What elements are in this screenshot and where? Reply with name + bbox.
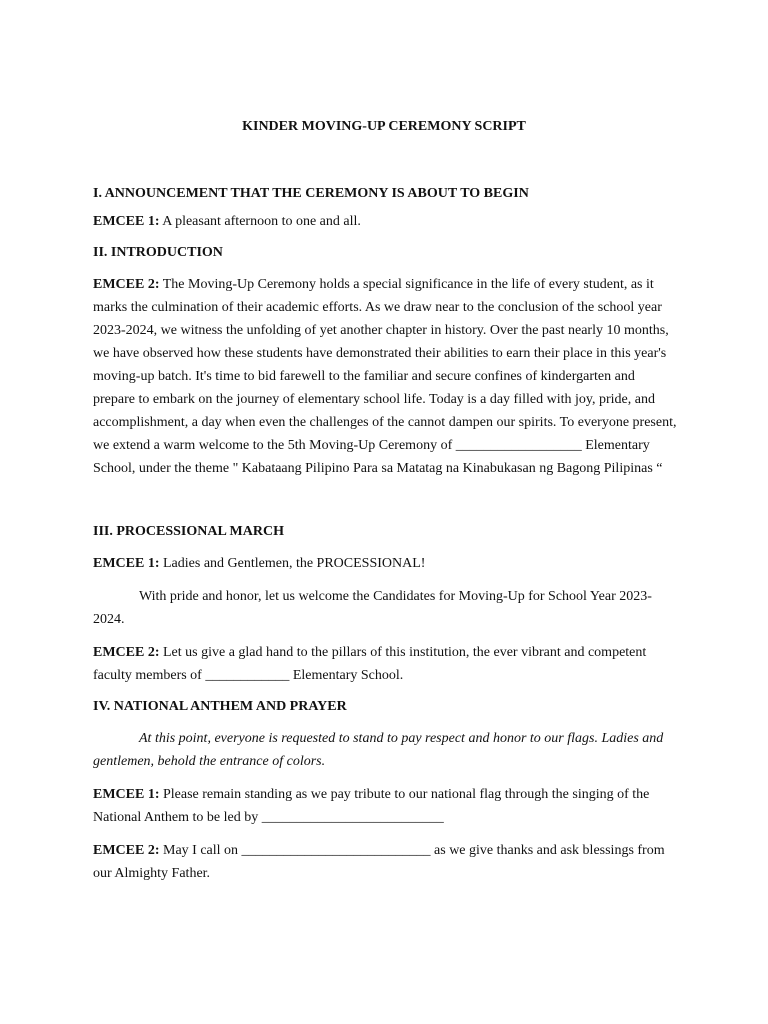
line-text: With pride and honor, let us welcome the Candidates for Moving-Up for School Year 2023-2024.: [93, 589, 652, 627]
section-heading-announcement: I. ANNOUNCEMENT THAT THE CEREMONY IS ABOUT TO BEGIN: [93, 186, 529, 201]
section-heading-anthem-prayer: IV. NATIONAL ANTHEM AND PRAYER: [93, 699, 347, 714]
speaker-label: EMCEE 1:: [93, 214, 160, 229]
section-heading-processional: III. PROCESSIONAL MARCH: [93, 524, 284, 539]
script-line: [93, 273, 677, 480]
speaker-label: EMCEE 2:: [93, 843, 160, 858]
script-line: [93, 585, 677, 631]
line-text: Let us give a glad hand to the pillars of this institution, the ever vibrant and competent faculty members of ____________ Elementary School.: [93, 645, 647, 683]
line-text: A pleasant afternoon to one and all.: [159, 214, 361, 229]
line-text: May I call on ___________________________ as we give thanks and ask blessings from our Almighty Father.: [93, 843, 665, 881]
speaker-label: EMCEE 1:: [93, 787, 160, 802]
script-line: [93, 641, 677, 687]
script-line: [93, 552, 677, 575]
script-line: [93, 210, 677, 233]
script-line: [93, 783, 677, 829]
section-heading-introduction: II. INTRODUCTION: [93, 245, 223, 260]
line-text: The Moving-Up Ceremony holds a special significance in the life of every student, as it marks the culmination of their academic efforts. As we draw near to the conclusion of the school year 2023-2024, we witness the unfolding of yet another chapter in history. Over the past nearly 10 months, we have observed how these students have demonstrated their abilities to earn their place in this year's moving-up batch. It's time to bid farewell to the familiar and secure confines of kindergarten and prepare to embark on the journey of elementary school life. Today is a day filled with joy, pride, and accomplishment, a day when even the challenges of the cannot dampen our spirits. To everyone present, we extend a warm welcome to the 5th Moving-Up Ceremony of __________________ Elementary School, under the theme " Kabataang Pilipino Para sa Matatag na Kinabukasan ng Bagong Pilipinas “: [93, 277, 677, 476]
speaker-label: EMCEE 2:: [93, 277, 160, 292]
line-text: Ladies and Gentlemen, the PROCESSIONAL!: [159, 556, 426, 571]
document-body: [93, 184, 677, 885]
script-line: [93, 727, 677, 773]
script-line: [93, 839, 677, 885]
document-title: KINDER MOVING-UP CEREMONY SCRIPT: [242, 119, 526, 134]
line-text: At this point, everyone is requested to stand to pay respect and honor to our flags. Ladies and gentlemen, behold the entrance of colors.: [93, 731, 664, 769]
line-text: Please remain standing as we pay tribute to our national flag through the singing of the National Anthem to be led by __________________________: [93, 787, 650, 825]
speaker-label: EMCEE 2:: [93, 645, 160, 660]
speaker-label: EMCEE 1:: [93, 556, 160, 571]
